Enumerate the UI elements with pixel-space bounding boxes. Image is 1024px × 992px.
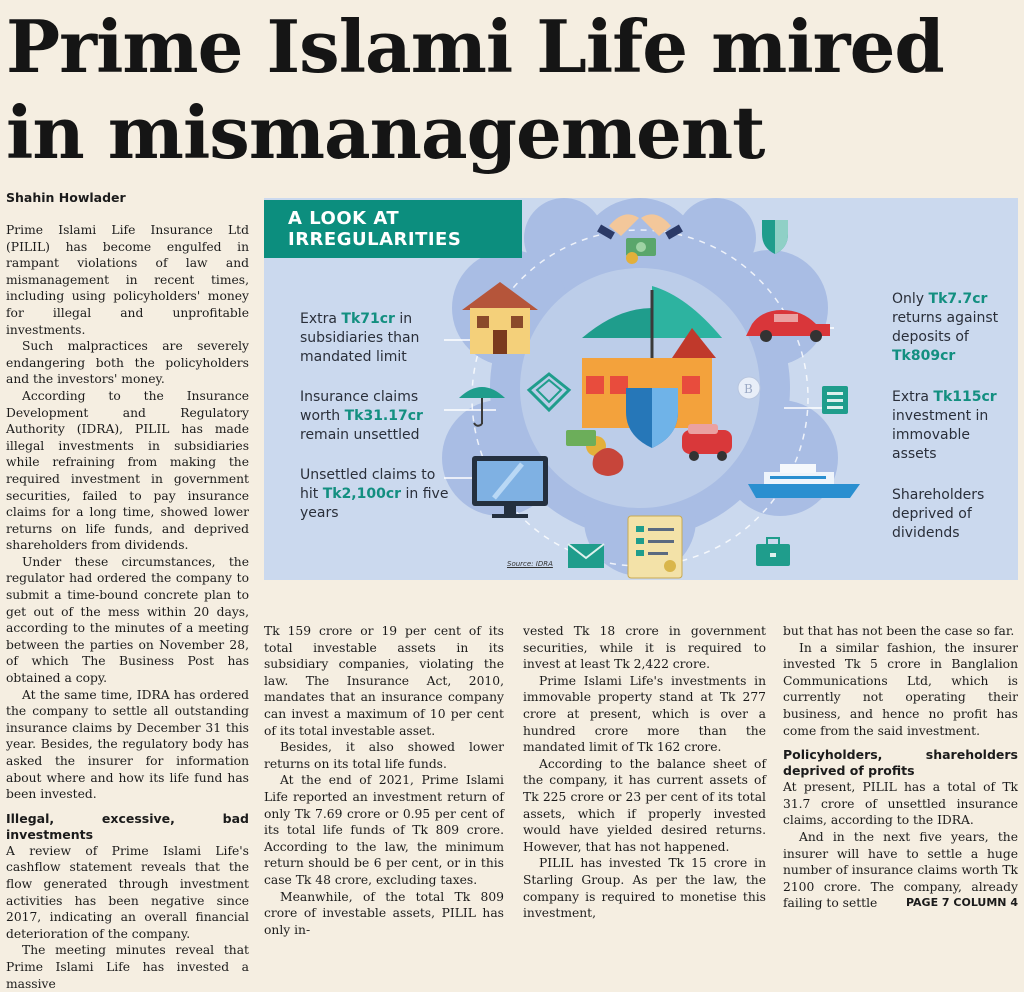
infographic-banner: A LOOK AT IRREGULARITIES (264, 200, 522, 258)
paragraph: Under these circumstances, the regulator had ordered the company to submit a time-bound concrete plan to get out of the mess within 20 days, according to the minutes of a meeting between the parties on November 28, of which The Business Post has obtained a copy. (6, 554, 249, 686)
article-column-4 (783, 623, 1018, 912)
paragraph: Prime Islami Life's investments in immovable property stand at Tk 277 crore at present, which is over a hundred crore more than the mandated limit of Tk 162 crore. (523, 673, 766, 755)
paragraph: but that has not been the case so far. (783, 624, 1015, 638)
irregularity-label-claims: Insurance claims worth Tk31.17cr remain unsettled (300, 389, 423, 443)
paragraph: The meeting minutes reveal that Prime Islami Life has invested a massive (6, 943, 249, 991)
subhead: Policyholders, shareholders deprived of profits (783, 747, 1018, 779)
paragraph: According to the Insurance Development and Regulatory Authority (IDRA), PILIL has made illegal investments in subsidiaries while refraining from making the required investment in government securities, failed to pay insurance claims for a long time, showed lower returns on life funds, and deprived shareholders from dividends. (6, 388, 249, 553)
paragraph: vested Tk 18 crore in government securities, while it is required to invest at least Tk 2,422 crore. (523, 624, 766, 672)
source-credit: Source: IDRA (507, 560, 553, 568)
byline: Shahin Howlader (6, 190, 126, 205)
irregularity-label-subsidiaries: Extra Tk71cr in subsidiaries than mandated limit (300, 311, 420, 365)
envelope-icon (568, 544, 604, 568)
paragraph: At the end of 2021, Prime Islami Life reported an investment return of only Tk 7.69 crore or 0.95 per cent of its total life funds of Tk 809 crore. According to the law, the minimum return should be 6 per cent, or in this case Tk 48 crore, excluding taxes. (264, 773, 504, 887)
paragraph: Prime Islami Life Insurance Ltd (PILIL) has become engulfed in rampant violations of law and mismanagement in recent times, including using policyholders' money for illegal and unprofitable investments. (6, 223, 249, 337)
checklist-icon (822, 386, 848, 414)
article-column-3 (523, 623, 766, 922)
paragraph: Besides, it also showed lower returns on its total life funds. (264, 740, 504, 771)
continuation-reference: PAGE 7 COLUMN 4 (902, 896, 1018, 909)
article-column-1 (6, 222, 249, 992)
briefcase-icon (756, 538, 790, 566)
paragraph: In a similar fashion, the insurer invested Tk 5 crore in Banglalion Communications Ltd, which is currently not operating their business, and hence no profit has come from the said investment. (783, 640, 1018, 738)
irregularity-label-dividends: Shareholders deprived of dividends (892, 487, 985, 541)
irregularity-label-returns: Only Tk7.7cr returns against deposits of Tk809cr (892, 291, 999, 364)
svg-text:B: B (744, 382, 753, 396)
paragraph: Meanwhile, of the total Tk 809 crore of investable assets, PILIL has only in- (264, 889, 504, 937)
paragraph: And in the next five years, the insurer will have to settle a huge number of insurance claims worth Tk 2100 crore. The company, already failing to settle (783, 829, 1018, 911)
subhead: Illegal, excessive, bad investments (6, 810, 249, 842)
document-icon (628, 516, 682, 578)
paragraph: PILIL has invested Tk 15 crore in Starling Group. As per the law, the company is required to monetise this investment, (523, 856, 766, 921)
paragraph: At present, PILIL has a total of Tk 31.7 crore of unsettled insurance claims, according to the IDRA. (783, 780, 1018, 828)
irregularities-infographic (264, 198, 1018, 580)
paragraph: A review of Prime Islami Life's cashflow statement reveals that the flow generated through investment activities has been negative since 2017, indicating an overall financial deterioration of the company. (6, 843, 249, 941)
article-column-2 (264, 623, 504, 938)
irregularity-label-future-claims: Unsettled claims to hit Tk2,100cr in five years (300, 467, 449, 521)
paragraph: According to the balance sheet of the company, it has current assets of Tk 225 crore or 23 per cent of its total assets, which if properly invested would have yielded desired returns. However, that has not happened. (523, 756, 766, 854)
headline: Prime Islami Life mired in mismanagement (6, 4, 944, 175)
paragraph: At the same time, IDRA has ordered the company to settle all outstanding insurance claims by December 31 this year. Besides, the regulatory body has asked the insurer for information about where and how its life fund has been invested. (6, 687, 249, 802)
paragraph: Such malpractices are severely endangering both the policyholders and the investors' money. (6, 339, 249, 387)
shield-icon (762, 220, 788, 254)
paragraph: Tk 159 crore or 19 per cent of its total investable assets in its subsidiary companies, violating the law. The Insurance Act, 2010, mandates that an insurance company can invest a maximum of 10 per cent of its total investable asset. (264, 624, 504, 738)
irregularity-label-immovable: Extra Tk115cr investment in immovable assets (892, 389, 997, 462)
